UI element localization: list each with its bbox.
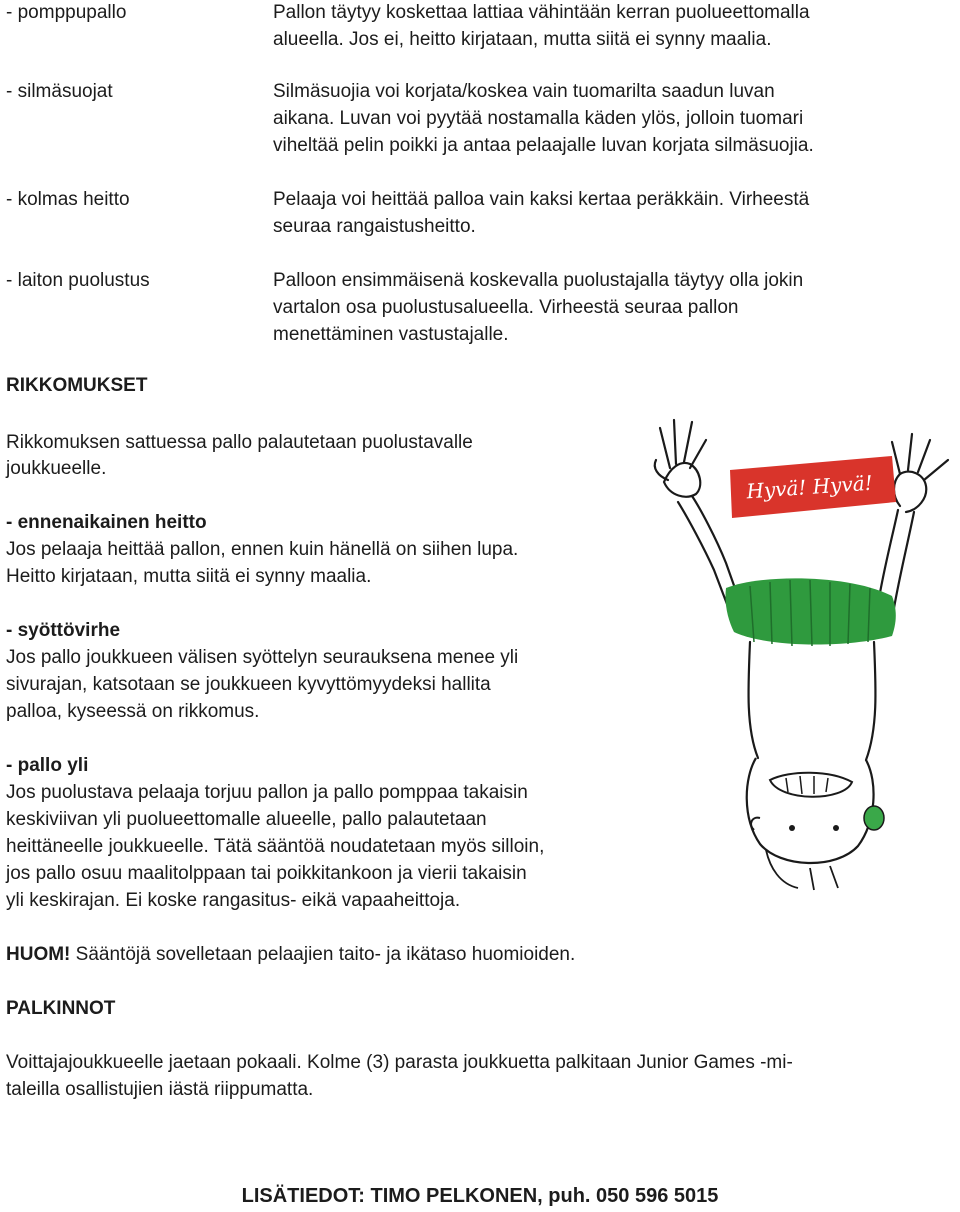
rule-text-line: Palloon ensimmäisenä koskevalla puolustajalla täytyy olla jokin xyxy=(273,270,804,291)
paragraph-line: sivurajan, katsotaan se joukkueen kyvyttömyydeksi hallita xyxy=(6,674,491,695)
rule-text-line: vartalon osa puolustusalueella. Virheestä seuraa pallon xyxy=(273,297,739,318)
handstand-child-illustration xyxy=(630,398,960,893)
paragraph-line: palloa, kyseessä on rikkomus. xyxy=(6,701,260,722)
green-shirt xyxy=(725,578,895,646)
rule-term-pomppupallo: - pomppupallo xyxy=(6,2,127,23)
rule-text-line: aikana. Luvan voi pyytää nostamalla käden ylös, jolloin tuomari xyxy=(273,108,804,129)
paragraph-line: taleilla osallistujien iästä riippumatta. xyxy=(6,1079,314,1100)
huom-label: HUOM! xyxy=(6,944,71,965)
torso xyxy=(748,642,875,760)
intro-line: joukkueelle. xyxy=(6,458,107,479)
paragraph-line: Voittajajoukkueelle jaetaan pokaali. Kolme (3) parasta joukkuetta palkitaan Junior Games -mi- xyxy=(6,1052,793,1073)
paragraph-line: jos pallo osuu maalitolppaan tai poikkitankoon ja vierii takaisin xyxy=(6,863,527,884)
right-arm xyxy=(878,510,898,604)
paragraph-line: keskiviivan yli puolueettomalle alueelle, pallo palautetaan xyxy=(6,809,487,830)
rule-text-line: alueella. Jos ei, heitto kirjataan, mutta siitä ei synny maalia. xyxy=(273,29,772,50)
mouth xyxy=(770,773,852,797)
paragraph-line: heittäneelle joukkueelle. Tätä sääntöä noudatetaan myös silloin, xyxy=(6,836,545,857)
paragraph-line: Jos pallo joukkueen välisen syöttelyn seurauksena menee yli xyxy=(6,647,519,668)
head xyxy=(747,758,884,890)
paragraph-line: Jos pelaaja heittää pallon, ennen kuin hänellä on siihen lupa. xyxy=(6,539,519,560)
right-arm-outline xyxy=(894,512,914,608)
paragraph-line: Heitto kirjataan, mutta siitä ei synny maalia. xyxy=(6,566,372,587)
section-heading-rikkomukset: RIKKOMUKSET xyxy=(6,375,148,396)
paragraph-line: yli keskirajan. Ei koske rangasitus- eikä vapaaheittoja. xyxy=(6,890,461,911)
rule-text-line: Pelaaja voi heittää palloa vain kaksi kertaa peräkkäin. Virheestä xyxy=(273,189,810,210)
right-hand xyxy=(892,434,948,480)
rule-text-line: Silmäsuojia voi korjata/koskea vain tuomarilta saadun luvan xyxy=(273,81,775,102)
left-eye xyxy=(789,825,795,831)
huom-text: Sääntöjä sovelletaan pelaajien taito- ja ikätaso huomioiden. xyxy=(70,944,576,965)
footer-contact: LISÄTIEDOT: TIMO PELKONEN, puh. 050 596 5015 xyxy=(241,1185,719,1207)
paragraph-line: Jos puolustava pelaaja torjuu pallon ja pallo pomppaa takaisin xyxy=(6,782,528,803)
subheading-pallo-yli: - pallo yli xyxy=(6,755,89,776)
intro-line: Rikkomuksen sattuessa pallo palautetaan puolustavalle xyxy=(6,432,473,453)
section-heading-palkinnot: PALKINNOT xyxy=(6,998,116,1019)
rule-text-line: viheltää pelin poikki ja antaa pelaajalle luvan korjata silmäsuojia. xyxy=(273,135,814,156)
left-hand xyxy=(655,420,706,480)
rule-text-line: menettäminen vastustajalle. xyxy=(273,324,509,345)
ear-green xyxy=(864,806,884,830)
banner xyxy=(730,456,896,518)
subheading-ennenaikainen-heitto: - ennenaikainen heitto xyxy=(6,512,207,533)
subheading-syottovirhe: - syöttövirhe xyxy=(6,620,121,641)
rule-text-line: Pallon täytyy koskettaa lattiaa vähintään kerran puolueettomalla xyxy=(273,2,810,23)
right-palm xyxy=(894,472,926,512)
ear xyxy=(751,818,760,830)
banner-text: Hyvä! Hyvä! xyxy=(745,470,874,504)
rule-term-kolmas-heitto: - kolmas heitto xyxy=(6,189,130,210)
rule-text-line: seuraa rangaistusheitto. xyxy=(273,216,476,237)
huom-note xyxy=(6,942,575,968)
rule-term-silmasuojat: - silmäsuojat xyxy=(6,81,113,102)
right-eye xyxy=(833,825,839,831)
rule-term-laiton-puolustus: - laiton puolustus xyxy=(6,270,150,291)
